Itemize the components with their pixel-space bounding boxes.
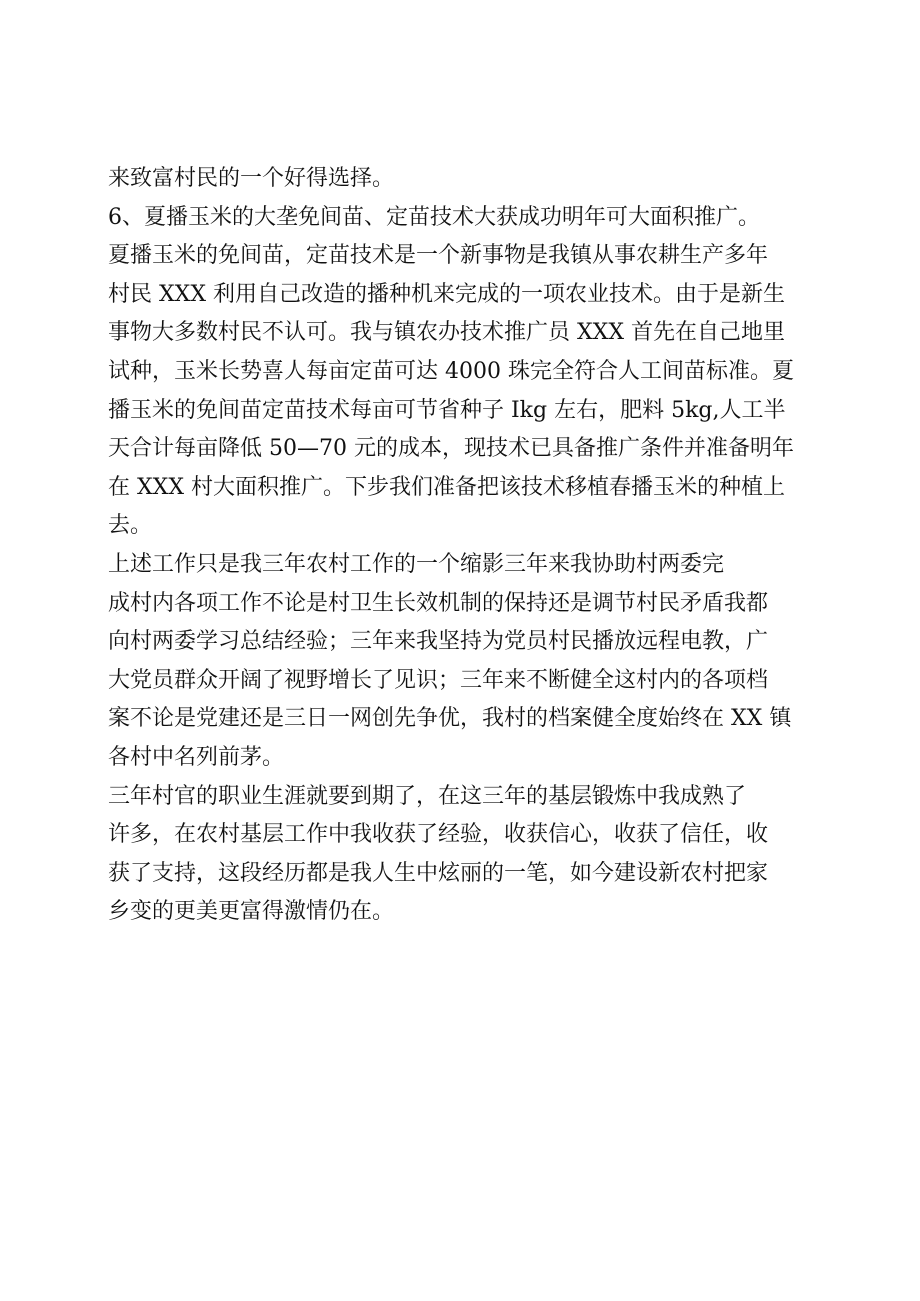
text-line: 三年村官的职业生涯就要到期了，在这三年的基层锻炼中我成熟了 (108, 783, 747, 809)
text-line: 村民 XXX 利用自己改造的播种机来完成的一项农业技术。由于是新生 (108, 281, 785, 307)
text-line: 夏播玉米的免间苗，定苗技术是一个新事物是我镇从事农耕生产多年 (108, 243, 769, 269)
text-line: 上述工作只是我三年农村工作的一个缩影三年来我协助村两委完 (108, 551, 725, 577)
text-line: 向村两委学习总结经验；三年来我坚持为党员村民播放远程电教，广 (108, 629, 769, 655)
text-line: 在 XXX 村大面积推广。下步我们准备把该技术移植春播玉米的种植上 (108, 474, 785, 500)
document-body (108, 160, 830, 932)
text-line: 各村中名列前茅。 (108, 744, 285, 770)
text-line: 去。 (108, 513, 153, 539)
text-line: 获了支持，这段经历都是我人生中炫丽的一笔，如今建设新农村把家 (108, 860, 769, 886)
text-line: 事物大多数村民不认可。我与镇农办技术推广员 XXX 首先在自己地里 (108, 320, 785, 346)
text-line: 试种，玉米长势喜人每亩定苗可达 4000 珠完全符合人工间苗标准。夏 (108, 358, 794, 384)
text-line: 天合计每亩降低 50—70 元的成本，现技术已具备推广条件并准备明年 (108, 436, 794, 462)
text-line: 来致富村民的一个好得选择。 (108, 166, 395, 191)
text-line: 大党员群众开阔了视野增长了见识；三年来不断健全这村内的各项档 (108, 667, 769, 693)
text-line: 6、夏播玉米的大垄免间苗、定苗技术大获成功明年可大面积推广。 (108, 204, 760, 230)
text-line: 成村内各项工作不论是村卫生长效机制的保持还是调节村民矛盾我都 (108, 590, 769, 616)
text-line: 许多，在农村基层工作中我收获了经验，收获信心，收获了信任，收 (108, 822, 769, 848)
text-line: 播玉米的免间苗定苗技术每亩可节省种子 Ikg 左右，肥料 5kg,人工半 (108, 397, 786, 423)
text-line: 乡变的更美更富得激情仍在。 (108, 899, 395, 925)
text-line: 案不论是党建还是三日一网创先争优，我村的档案健全度始终在 XX 镇 (108, 706, 792, 732)
